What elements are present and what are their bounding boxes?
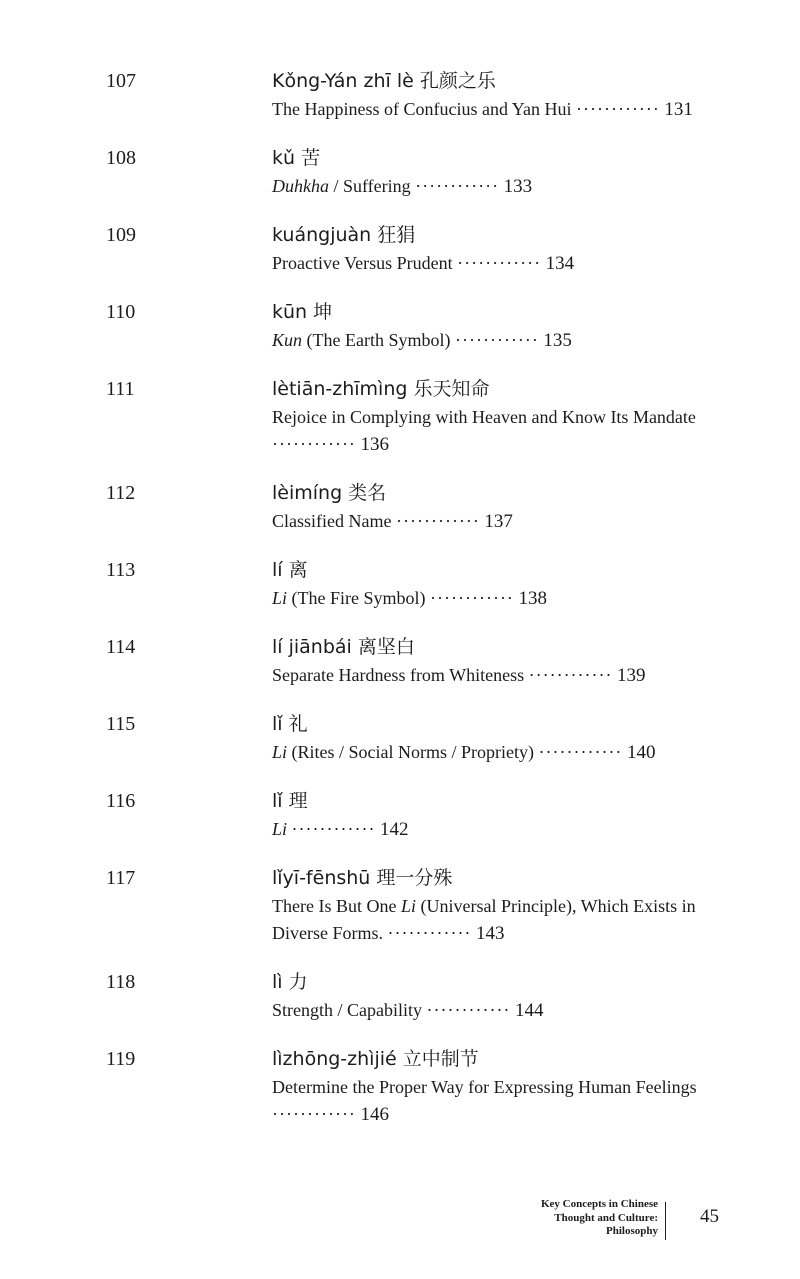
index-entry [0, 863, 800, 947]
leader-dots: ············ [272, 1104, 356, 1124]
entry-term: kūn 坤 [272, 301, 333, 323]
entry-page-number: 143 [475, 923, 505, 944]
entry-number: 115 [106, 713, 136, 735]
index-entry [0, 709, 800, 766]
page-number: 45 [700, 1206, 719, 1227]
entry-gloss: Classified Name ············ 137 [272, 511, 513, 532]
entry-number: 108 [106, 147, 136, 169]
entry-page-number: 146 [360, 1104, 389, 1125]
entry-number: 117 [106, 867, 136, 889]
entry-term: Kǒng-Yán zhī lè 孔颜之乐 [272, 70, 496, 92]
entry-number: 114 [106, 636, 136, 658]
running-footer-title: Key Concepts in Chinese Thought and Culture: Philosophy [540, 1198, 658, 1237]
leader-dots: ············ [457, 253, 542, 273]
entry-number: 110 [106, 301, 136, 323]
entry-gloss: Duhkha / Suffering ············ 133 [272, 176, 533, 197]
entry-page-number: 135 [543, 330, 572, 351]
entry-number: 111 [106, 378, 135, 400]
entry-term: lǐ 礼 [272, 713, 308, 735]
entry-number: 116 [106, 790, 136, 812]
entry-page-number: 142 [379, 819, 409, 840]
index-entry [0, 220, 800, 277]
entry-number: 118 [106, 971, 136, 993]
leader-dots: ············ [415, 176, 500, 196]
entry-gloss: Rejoice in Complying with Heaven and Know Its Mandate ············ 136 [272, 407, 696, 455]
leader-dots: ············ [528, 665, 613, 685]
entry-page-number: 131 [664, 99, 693, 120]
entry-gloss: The Happiness of Confucius and Yan Hui ············ 131 [272, 99, 693, 120]
index-entry [0, 478, 800, 535]
entry-page-number: 134 [545, 253, 575, 274]
entry-number: 119 [106, 1048, 136, 1070]
leader-dots: ············ [454, 330, 539, 350]
entry-number: 113 [106, 559, 136, 581]
index-entries [0, 66, 800, 1128]
entry-term: lèimíng 类名 [272, 482, 387, 504]
entry-number: 112 [106, 482, 136, 504]
entry-term: lí jiānbái 离坚白 [272, 636, 415, 658]
entry-term: kuángjuàn 狂狷 [272, 224, 416, 246]
entry-page-number: 138 [518, 588, 547, 609]
leader-dots: ············ [387, 923, 472, 943]
leader-dots: ············ [395, 511, 480, 531]
entry-page-number: 144 [514, 1000, 544, 1021]
entry-number: 107 [106, 70, 136, 92]
entry-term: lètiān-zhīmìng 乐天知命 [272, 378, 490, 400]
entry-number: 109 [106, 224, 136, 246]
leader-dots: ············ [291, 819, 376, 839]
entry-term: lǐyī-fēnshū 理一分殊 [272, 867, 453, 889]
entry-page-number: 133 [503, 176, 533, 197]
entry-gloss: Separate Hardness from Whiteness ············ 139 [272, 665, 646, 686]
entry-page-number: 139 [617, 665, 646, 686]
entry-gloss: Li (Rites / Social Norms / Propriety) ············ 140 [272, 742, 656, 763]
index-entry [0, 967, 800, 1024]
entry-page-number: 137 [484, 511, 513, 532]
index-entry [0, 66, 800, 123]
entry-term: lìzhōng-zhìjié 立中制节 [272, 1048, 479, 1070]
entry-gloss: Determine the Proper Way for Expressing Human Feelings ············ 146 [272, 1077, 697, 1125]
leader-dots: ············ [575, 99, 660, 119]
entry-gloss: Strength / Capability ············ 144 [272, 1000, 544, 1021]
entry-gloss: Li (The Fire Symbol) ············ 138 [272, 588, 547, 609]
index-entry [0, 555, 800, 612]
leader-dots: ············ [538, 742, 623, 762]
index-entry [0, 374, 800, 458]
index-entry [0, 297, 800, 354]
entry-term: lì 力 [272, 971, 308, 993]
index-entry [0, 632, 800, 689]
entry-gloss: Li ············ 142 [272, 819, 409, 840]
leader-dots: ············ [272, 434, 356, 454]
entry-gloss: Proactive Versus Prudent ············ 134 [272, 253, 575, 274]
entry-term: lí 离 [272, 559, 308, 581]
index-entry [0, 786, 800, 843]
index-entry [0, 1044, 800, 1128]
entry-gloss: Kun (The Earth Symbol) ············ 135 [272, 330, 572, 351]
entry-page-number: 136 [360, 434, 389, 455]
entry-gloss: There Is But One Li (Universal Principle), Which Exists in Diverse Forms. ············ 143 [272, 896, 696, 944]
entry-term: kǔ 苦 [272, 147, 321, 169]
leader-dots: ············ [430, 588, 514, 608]
index-entry [0, 143, 800, 200]
footer-divider [665, 1202, 666, 1240]
page-footer [0, 1198, 800, 1242]
leader-dots: ············ [426, 1000, 511, 1020]
entry-page-number: 140 [626, 742, 656, 763]
entry-term: lǐ 理 [272, 790, 308, 812]
